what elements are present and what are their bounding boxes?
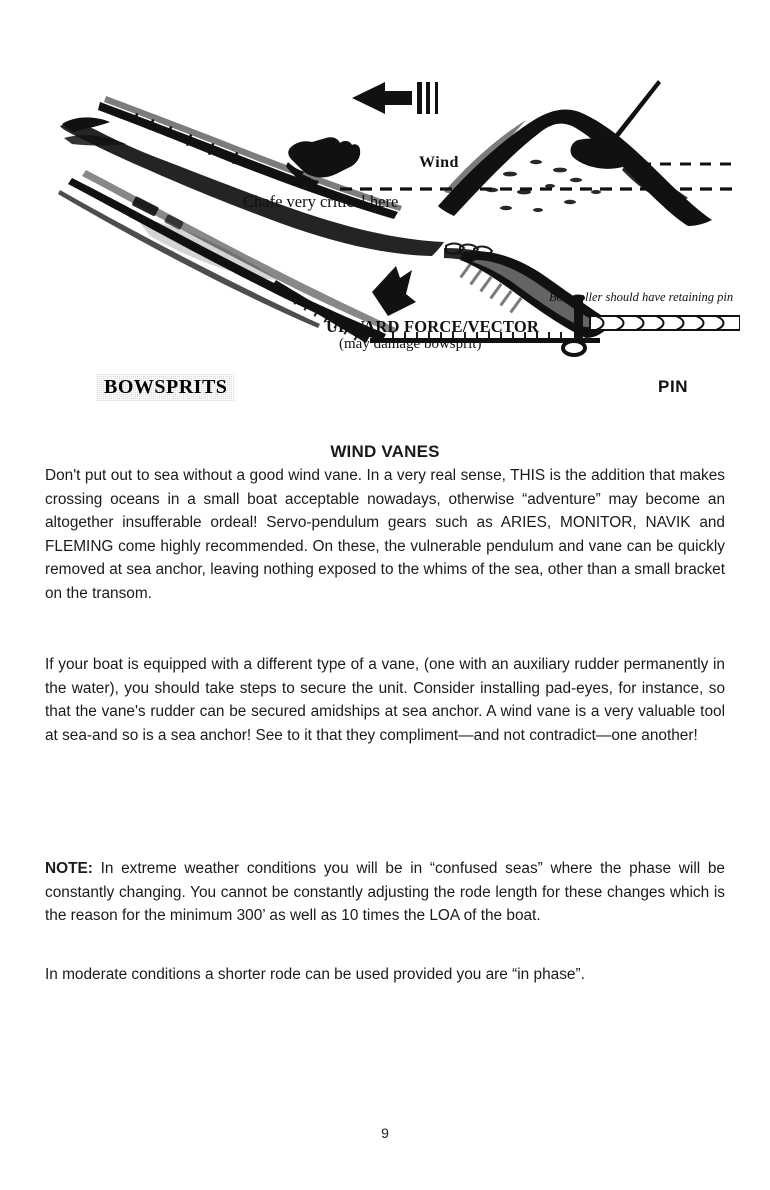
note-paragraph <box>45 857 725 928</box>
figure-label-bow-roller: Bow roller should have retaining pin <box>549 290 734 304</box>
note-lead-label: NOTE: <box>45 860 93 877</box>
wind-arrow-icon <box>352 82 438 114</box>
note-follow-up <box>45 963 725 987</box>
paragraph-text: If your boat is equipped with a different type of a vane, (one with an auxiliary rudder permanently in the water), you should take steps to secure the unit. Consider installing pad-eyes, for instance, so that the vane's rudder can be secured amidships at sea anchor. A wind vane is a very valuable tool at sea-and so is a sea anchor! See to it that they compliment—and not contradict—one another! <box>45 656 725 744</box>
paragraph-text: Don't put out to sea without a good wind vane. In a very real sense, THIS is the addition that makes crossing oceans in a small boat acceptable nowadays, otherwise “adventure” may become an altogether insufferable ordeal! Servo-pendulum gears such as ARIES, MONITOR, NAVIK and FLEMING come highly recommended. On these, the vulnerable pendulum and vane can be quickly removed at sea anchor, leaving nothing exposed to the whims of the sea, other than a small bracket on the transom. <box>45 467 725 602</box>
rope-right <box>590 316 740 330</box>
note-body-text: In extreme weather conditions you will be in “confused seas” where the phase will be constantly changing. You cannot be constantly adjusting the rode length for these changes which is the reason for the minimum 300’ as well as 10 times the LOA of the boat. <box>45 860 725 925</box>
section-title-wind-vanes: WIND VANES <box>330 442 440 462</box>
wave-swell-right <box>438 109 712 226</box>
figure-label-wind: Wind <box>419 154 459 171</box>
waterline-dashed <box>340 164 740 189</box>
figure-label-upward-force: UPWARD FORCE/VECTOR <box>326 317 539 336</box>
figure-label-may-damage: (may damage bowsprit) <box>339 336 482 352</box>
page-number: 9 <box>381 1125 389 1141</box>
boat-on-crest <box>571 80 688 201</box>
note-block <box>45 857 725 928</box>
upward-force-arrow-icon <box>372 266 416 316</box>
figure-label-pin: PIN <box>658 377 689 396</box>
figure-label-bowsprits: BOWSPRITS <box>96 374 235 402</box>
figure-bowsprits <box>40 66 740 398</box>
figure-label-chafe: Chafe very critical here <box>243 192 399 211</box>
paragraph-wind-vanes-2 <box>45 653 725 747</box>
paragraph-wind-vanes-1 <box>45 464 725 606</box>
paragraph-text: In moderate conditions a shorter rode can be used provided you are “in phase”. <box>45 966 585 983</box>
